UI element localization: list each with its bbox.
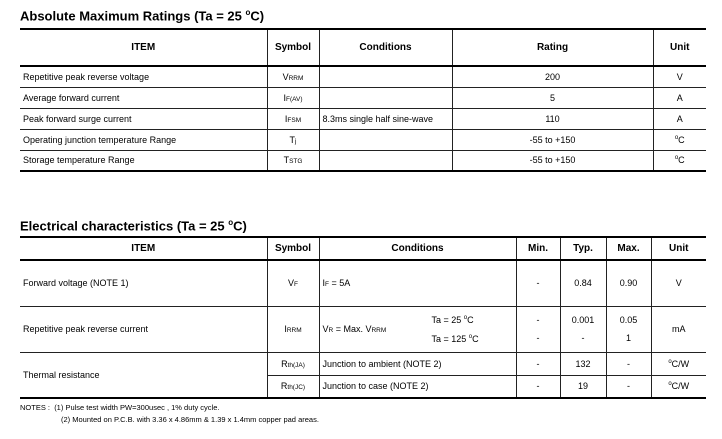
note-2: (2) Mounted on P.C.B. with 3.36 x 4.86mm & 1.39 x 1.4mm copper pad areas. xyxy=(61,415,319,424)
abs-max-table xyxy=(20,28,706,172)
elec-header-max: Max. xyxy=(606,237,651,260)
elec-header-min: Min. xyxy=(516,237,560,260)
note-1: (1) Pulse test width PW=300usec , 1% duty cycle. xyxy=(54,403,220,412)
elec-header-item: ITEM xyxy=(131,243,156,254)
table-row: Storage temperature Range TSTG -55 to +150 $^o$C xyxy=(20,150,706,171)
abs-header-symbol: Symbol xyxy=(267,29,319,66)
table-row: Operating junction temperature Range Tj -55 to +150 $^o$C xyxy=(20,129,706,150)
elec-header-unit: Unit xyxy=(651,237,706,260)
table-row: Thermal resistance Rth(JA) Junction to ambient (NOTE 2) - 132 - $^o$C/W xyxy=(20,352,706,375)
abs-header-item: ITEM xyxy=(131,42,156,53)
table-row: Average forward current IF(AV) 5 A xyxy=(20,87,706,108)
table-row: Rth(JC) Junction to case (NOTE 2) - 19 - $^o$C/W xyxy=(20,375,706,398)
table-row: Peak forward surge current IFSM 8.3ms single half sine-wave 110 A xyxy=(20,108,706,129)
notes-label: NOTES : xyxy=(20,403,51,412)
elec-table xyxy=(20,236,706,399)
table-row: Repetitive peak reverse voltage VRRM 200 V xyxy=(20,66,706,87)
elec-title: Electrical characteristics (Ta = 25 $^o$C) xyxy=(20,218,247,234)
notes xyxy=(20,402,319,426)
elec-header-conditions: Conditions xyxy=(319,237,516,260)
abs-max-title: Absolute Maximum Ratings (Ta = 25 $^o$C) xyxy=(20,8,265,24)
elec-header-typ: Typ. xyxy=(560,237,606,260)
table-row: Forward voltage (NOTE 1) VF IF = 5A - 0.84 0.90 V xyxy=(20,260,706,306)
abs-header-unit: Unit xyxy=(653,29,706,66)
table-row: Repetitive peak reverse current IRRM VR = Max. VRRM Ta = 25 $^o$C Ta = 125 $^o$C - - 0.001 - 0.05 1 mA xyxy=(20,306,706,352)
abs-header-conditions: Conditions xyxy=(319,29,452,66)
abs-header-rating: Rating xyxy=(452,29,653,66)
elec-header-symbol: Symbol xyxy=(267,237,319,260)
